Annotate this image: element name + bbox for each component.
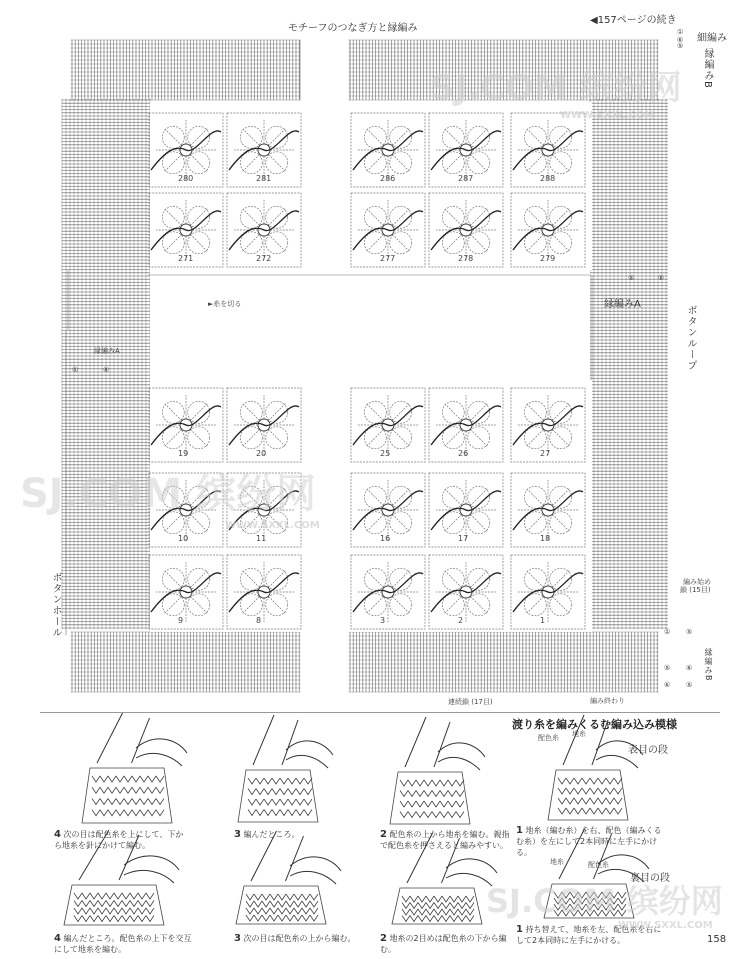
step-text: 地糸（編む糸）を右、配色（編みくるむ糸）を左にして2本同時に左手にかける。	[516, 826, 662, 857]
step-text: 地糸の2目めは配色糸の下から編む。	[380, 934, 507, 954]
motif-number: 19	[178, 449, 189, 458]
step-text: 持ち替えて、地糸を左、配色糸を右にして2本同時に左手にかける。	[516, 925, 662, 945]
caption-top-3	[234, 829, 354, 840]
step-text: 編んだところ。配色糸の上下を交互にして地糸を編む。	[54, 934, 192, 954]
label-start-knit: 編み始め	[683, 578, 711, 586]
label-start-rows: 鎖 (15目)	[680, 586, 711, 594]
caption-bottom-4	[54, 933, 194, 955]
step-num: 3	[234, 829, 241, 840]
step-num: 2	[380, 933, 387, 944]
label-haisoku-1: 配色糸	[538, 734, 559, 742]
label-edge-b-name: 縁編みB	[702, 48, 713, 89]
front-row-label: 表目の段	[628, 745, 668, 756]
watermark-brand: SJ.COM 缤纷网	[430, 68, 682, 108]
motif-number: 279	[540, 254, 556, 263]
label-edge-a-left: 縁編みA	[94, 347, 120, 355]
label-chain-17: 連続鎖 (17目)	[448, 698, 493, 706]
label-button-hole: ボタンホール	[50, 572, 61, 638]
step-num: 2	[380, 829, 387, 840]
motif-number: 18	[540, 534, 551, 543]
label-haisoku-2: 配色糸	[588, 861, 609, 869]
back-row-label: 裏目の段	[630, 873, 670, 884]
marker: ①	[677, 28, 684, 36]
step-num: 4	[54, 829, 61, 840]
watermark-url-3: WWW.SXXL.COM	[618, 920, 713, 931]
motif-number: 27	[540, 449, 551, 458]
motif-number: 3	[380, 616, 386, 625]
caption-top-1	[516, 825, 666, 858]
label-jiito-2: 地糸	[550, 858, 564, 866]
label-button-loop: ボタンループ	[685, 305, 696, 371]
caption-bottom-2	[380, 933, 510, 955]
motif-number: 2	[458, 616, 464, 625]
step-num: 4	[54, 933, 61, 944]
motif-number: 8	[256, 616, 262, 625]
motif-number: 25	[380, 449, 391, 458]
illustration-top-4	[82, 713, 187, 823]
motif-number: 20	[256, 449, 267, 458]
marker: ⑥	[658, 274, 665, 282]
caption-top-2	[380, 829, 510, 851]
step-num: 1	[516, 825, 523, 836]
motif-number: 1	[540, 616, 546, 625]
label-edge-b-bottom: 縁編みB	[704, 648, 713, 682]
label-edge-b-top: 細編み	[697, 33, 727, 44]
illustration-top-2	[390, 717, 485, 824]
cut-yarn-text: 糸を切る	[213, 300, 242, 308]
marker: ⑥	[103, 366, 110, 374]
marker: ①	[72, 366, 79, 374]
caption-top-4	[54, 829, 184, 851]
motif-number: 271	[178, 254, 194, 263]
label-jiito-1: 地糸	[572, 730, 586, 738]
marker: ⑥	[677, 36, 684, 44]
motif-number: 9	[178, 616, 184, 625]
watermark-brand-3: SJ.COM 缤纷网	[486, 882, 723, 920]
label-edge-a-right: 縁編みA	[604, 299, 641, 310]
motif-number: 278	[458, 254, 474, 263]
marker: ⑥	[686, 664, 693, 672]
motif-number: 272	[256, 254, 272, 263]
chart-title: モチーフのつなぎ方と縁編み	[288, 23, 418, 34]
step-text: 次の目は配色糸を上にして、下から地糸を針にかけて編む。	[54, 830, 184, 850]
motif-number: 280	[178, 174, 194, 183]
motif-number: 288	[540, 174, 556, 183]
caption-bottom-3	[234, 933, 364, 944]
motif-number: 16	[380, 534, 391, 543]
watermark-brand-2: SJ.COM 缤纷网	[20, 471, 316, 517]
label-cut-yarn: ►糸を切る	[208, 300, 242, 308]
illustration-top-1	[548, 715, 643, 820]
continued-note: ◀157ページの続き	[590, 15, 677, 26]
marker: ⑤	[664, 664, 671, 672]
motif-number: 11	[256, 534, 267, 543]
motif-number: 26	[458, 449, 469, 458]
page-number: 158	[707, 934, 727, 945]
marker: ⑤	[686, 681, 693, 689]
marker: ⑤	[677, 42, 684, 50]
step-text: 配色糸の上から地糸を編む。親指で配色糸を押さえると編みやすい。	[380, 830, 510, 850]
step-text: 編んだところ。	[243, 830, 300, 839]
motif-number: 286	[380, 174, 396, 183]
step-num: 3	[234, 933, 241, 944]
step-text: 次の目は配色糸の上から編む。	[243, 934, 356, 943]
motif-number: 10	[178, 534, 189, 543]
motif-number: 281	[256, 174, 272, 183]
technique-title: 渡り糸を編みくるむ編み込み模様	[512, 718, 677, 731]
illustration-top-3	[238, 715, 333, 822]
illustration-bottom-3	[236, 831, 341, 924]
marker: ⑤	[628, 274, 635, 282]
continued-text: 157ページの続き	[597, 15, 677, 26]
marker: ⑤	[686, 628, 693, 636]
step-num: 1	[516, 924, 523, 935]
watermark-url: WWW.SXXL.COM	[560, 110, 655, 121]
watermark-url-2: WWW.SXXL.COM	[225, 520, 320, 531]
label-end-knit: 編み終わり	[590, 697, 625, 705]
motif-number: 17	[458, 534, 469, 543]
marker: ⑥	[664, 681, 671, 689]
motif-number: 287	[458, 174, 474, 183]
motif-number: 277	[380, 254, 396, 263]
marker: ①	[664, 628, 671, 636]
